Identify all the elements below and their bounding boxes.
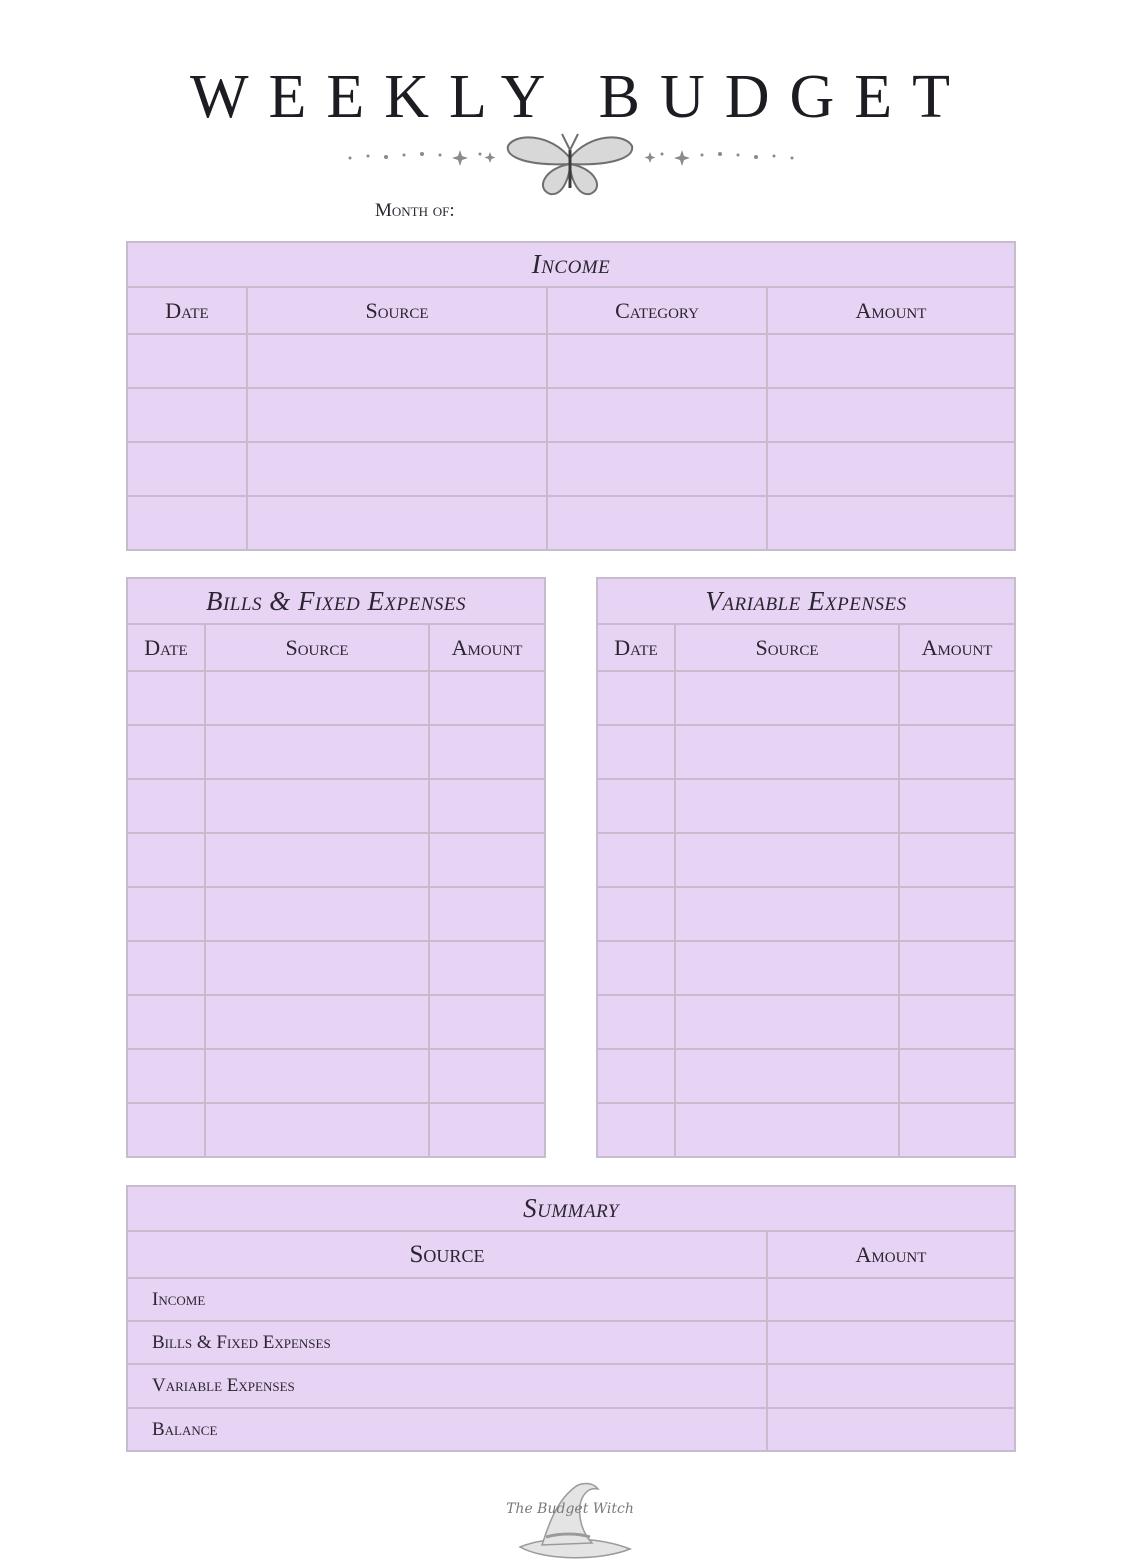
table-cell[interactable] — [205, 779, 429, 833]
variable-title: Variable Expenses — [597, 578, 1015, 624]
table-cell[interactable] — [205, 833, 429, 887]
table-row — [597, 671, 1015, 725]
summary-amount-balance[interactable] — [767, 1408, 1015, 1451]
table-cell[interactable] — [675, 995, 899, 1049]
page-title: WEEKLY BUDGET — [189, 63, 971, 131]
summary-col-source: Source — [127, 1231, 767, 1278]
table-cell[interactable] — [675, 671, 899, 725]
table-cell[interactable] — [597, 941, 675, 995]
table-cell[interactable] — [429, 1049, 545, 1103]
table-row — [597, 779, 1015, 833]
table-row — [597, 1103, 1015, 1157]
summary-title: Summary — [127, 1186, 1015, 1231]
table-cell[interactable] — [127, 671, 205, 725]
table-cell[interactable] — [205, 887, 429, 941]
table-row — [127, 725, 545, 779]
income-title: Income — [127, 242, 1015, 287]
table-cell[interactable] — [675, 887, 899, 941]
table-cell[interactable] — [675, 1103, 899, 1157]
table-cell[interactable] — [205, 1103, 429, 1157]
summary-amount-bills[interactable] — [767, 1321, 1015, 1364]
table-cell[interactable] — [127, 1103, 205, 1157]
table-cell[interactable] — [767, 334, 1015, 388]
table-cell[interactable] — [767, 496, 1015, 550]
table-cell[interactable] — [429, 887, 545, 941]
income-col-category: Category — [547, 287, 767, 334]
bills-title: Bills & Fixed Expenses — [127, 578, 545, 624]
table-row — [127, 941, 545, 995]
summary-row-income — [127, 1278, 1015, 1321]
table-cell[interactable] — [127, 725, 205, 779]
table-cell[interactable] — [547, 442, 767, 496]
table-cell[interactable] — [547, 388, 767, 442]
table-cell[interactable] — [127, 388, 247, 442]
table-cell[interactable] — [429, 833, 545, 887]
table-cell[interactable] — [899, 995, 1015, 1049]
bills-col-source: Source — [205, 624, 429, 671]
table-row — [127, 779, 545, 833]
bills-col-amount: Amount — [429, 624, 545, 671]
table-cell[interactable] — [899, 671, 1015, 725]
table-cell[interactable] — [547, 496, 767, 550]
table-cell[interactable] — [597, 995, 675, 1049]
table-cell[interactable] — [675, 779, 899, 833]
table-cell[interactable] — [429, 995, 545, 1049]
table-cell[interactable] — [247, 442, 547, 496]
table-cell[interactable] — [429, 779, 545, 833]
variable-table — [596, 577, 1016, 1158]
table-cell[interactable] — [127, 941, 205, 995]
table-cell[interactable] — [127, 887, 205, 941]
summary-label-income: Income — [127, 1278, 767, 1321]
table-cell[interactable] — [205, 941, 429, 995]
summary-label-balance: Balance — [127, 1408, 767, 1451]
table-cell[interactable] — [429, 941, 545, 995]
table-cell[interactable] — [899, 725, 1015, 779]
table-row — [127, 671, 545, 725]
table-row — [597, 833, 1015, 887]
summary-label-variable: Variable Expenses — [127, 1364, 767, 1408]
table-cell[interactable] — [205, 1049, 429, 1103]
variable-col-source: Source — [675, 624, 899, 671]
table-cell[interactable] — [247, 388, 547, 442]
income-table — [126, 241, 1016, 551]
summary-table — [126, 1185, 1016, 1452]
table-cell[interactable] — [899, 779, 1015, 833]
table-cell[interactable] — [205, 725, 429, 779]
table-cell[interactable] — [247, 334, 547, 388]
table-cell[interactable] — [675, 833, 899, 887]
table-cell[interactable] — [597, 725, 675, 779]
table-cell[interactable] — [597, 1103, 675, 1157]
table-row — [597, 725, 1015, 779]
table-cell[interactable] — [899, 941, 1015, 995]
butterfly-icon — [508, 134, 632, 194]
table-cell[interactable] — [899, 833, 1015, 887]
table-cell[interactable] — [205, 995, 429, 1049]
summary-row-balance — [127, 1408, 1015, 1451]
table-cell[interactable] — [429, 671, 545, 725]
table-cell[interactable] — [597, 671, 675, 725]
income-col-source: Source — [247, 287, 547, 334]
income-col-date: Date — [127, 287, 247, 334]
summary-row-bills — [127, 1321, 1015, 1364]
table-cell[interactable] — [899, 887, 1015, 941]
witch-hat-icon — [520, 1484, 630, 1558]
month-of-label: Month of: — [375, 200, 455, 221]
table-cell[interactable] — [547, 334, 767, 388]
table-row — [127, 442, 1015, 496]
table-cell[interactable] — [675, 725, 899, 779]
variable-col-amount: Amount — [899, 624, 1015, 671]
table-cell[interactable] — [429, 725, 545, 779]
table-cell[interactable] — [127, 1049, 205, 1103]
table-cell[interactable] — [127, 334, 247, 388]
sparkle-line-right-icon — [645, 150, 794, 166]
sparkle-line-left-icon — [349, 150, 496, 166]
table-cell[interactable] — [127, 442, 247, 496]
table-cell[interactable] — [127, 779, 205, 833]
table-row — [597, 887, 1015, 941]
summary-label-bills: Bills & Fixed Expenses — [127, 1321, 767, 1364]
table-cell[interactable] — [247, 496, 547, 550]
table-cell[interactable] — [597, 779, 675, 833]
table-cell[interactable] — [899, 1103, 1015, 1157]
table-cell[interactable] — [429, 1103, 545, 1157]
summary-amount-variable[interactable] — [767, 1364, 1015, 1408]
table-cell[interactable] — [767, 388, 1015, 442]
table-row — [127, 1103, 545, 1157]
table-cell[interactable] — [127, 995, 205, 1049]
butterfly-ornament — [340, 128, 800, 200]
table-cell[interactable] — [675, 1049, 899, 1103]
table-row — [127, 496, 1015, 550]
summary-row-variable — [127, 1364, 1015, 1408]
table-row — [127, 1049, 545, 1103]
table-row — [127, 887, 545, 941]
table-cell[interactable] — [127, 496, 247, 550]
bills-table — [126, 577, 546, 1158]
summary-col-amount: Amount — [767, 1231, 1015, 1278]
table-cell[interactable] — [597, 1049, 675, 1103]
table-cell[interactable] — [205, 671, 429, 725]
variable-col-date: Date — [597, 624, 675, 671]
table-cell[interactable] — [899, 1049, 1015, 1103]
table-row — [127, 995, 545, 1049]
table-cell[interactable] — [597, 833, 675, 887]
table-row — [127, 334, 1015, 388]
table-cell[interactable] — [675, 941, 899, 995]
budget-witch-logo — [480, 1465, 660, 1565]
table-cell[interactable] — [127, 833, 205, 887]
table-row — [597, 1049, 1015, 1103]
bills-col-date: Date — [127, 624, 205, 671]
table-row — [127, 388, 1015, 442]
income-col-amount: Amount — [767, 287, 1015, 334]
logo-text: The Budget Witch — [506, 1501, 634, 1517]
summary-amount-income[interactable] — [767, 1278, 1015, 1321]
table-row — [597, 995, 1015, 1049]
table-cell[interactable] — [597, 887, 675, 941]
table-cell[interactable] — [767, 442, 1015, 496]
table-row — [597, 941, 1015, 995]
table-row — [127, 833, 545, 887]
